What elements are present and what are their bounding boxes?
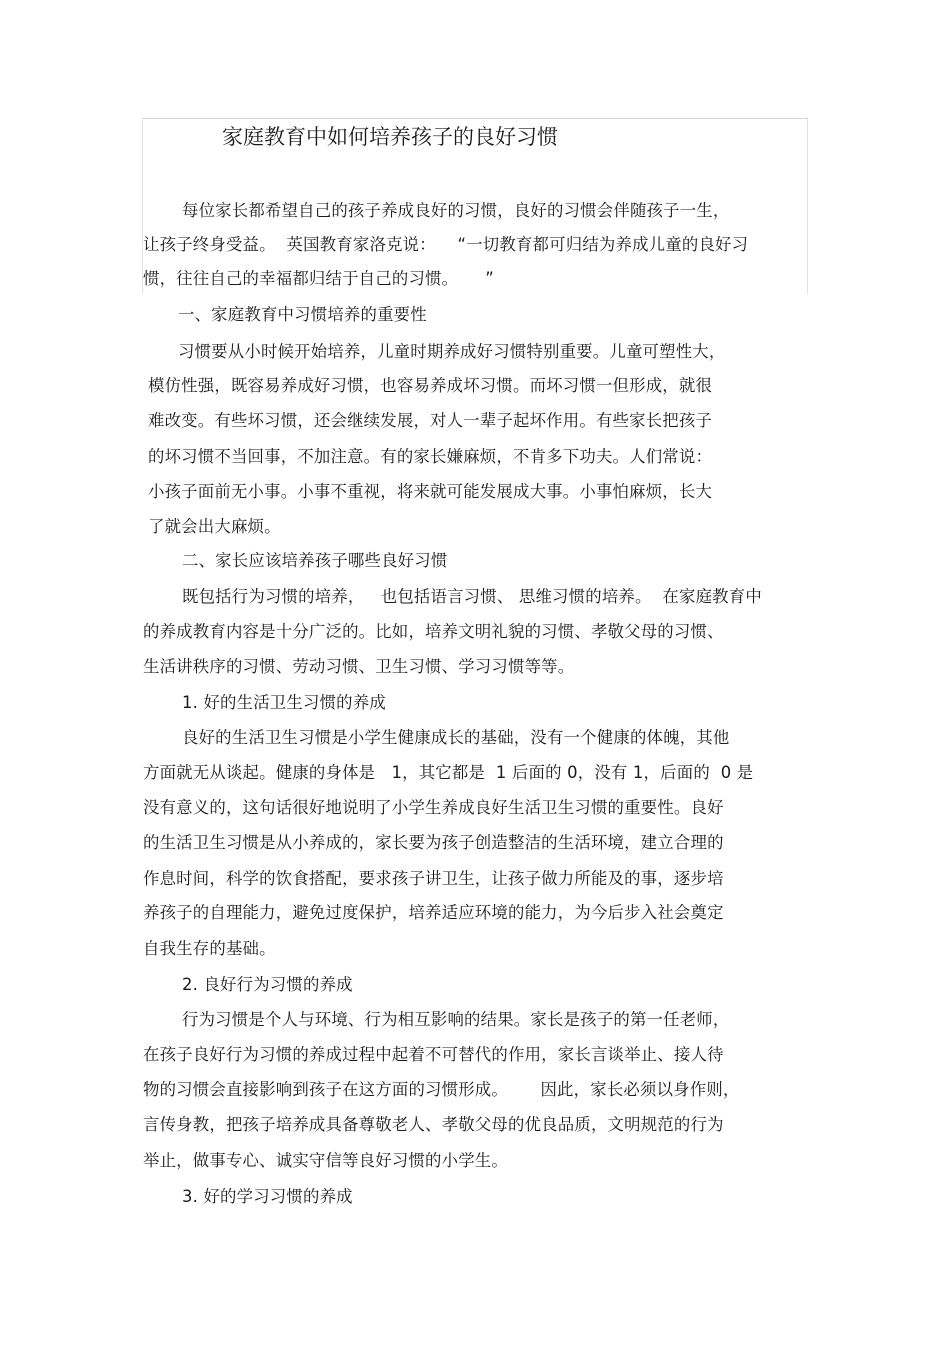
document-title: 家庭教育中如何培养孩子的良好习惯 xyxy=(222,125,558,149)
subsection-heading: 2. 良好行为习惯的养成 xyxy=(182,975,353,994)
text-line: 了就会出大麻烦。 xyxy=(148,517,281,536)
text-line: 言传身教，把孩子培养成具备尊敬老人、孝敬父母的优良品质，文明规范的行为 xyxy=(143,1115,724,1134)
text-line: 让孩子终身受益。 英国教育家洛克说： “一切教育都可归结为养成儿童的良好习 xyxy=(143,235,749,254)
text-line: 模仿性强，既容易养成好习惯，也容易养成坏习惯。而坏习惯一但形成，就很 xyxy=(148,376,713,395)
text-line: 举止，做事专心、诚实守信等良好习惯的小学生。 xyxy=(143,1151,508,1170)
subsection-heading: 1. 好的生活卫生习惯的养成 xyxy=(182,693,386,712)
text-line: 习惯要从小时候开始培养，儿童时期养成好习惯特别重要。儿童可塑性大， xyxy=(178,342,726,361)
section-heading: 二、家长应该培养孩子哪些良好习惯 xyxy=(182,551,448,570)
section-heading: 一、家庭教育中习惯培养的重要性 xyxy=(178,305,427,324)
text-line: 养孩子的自理能力，避免过度保护，培养适应环境的能力，为今后步入社会奠定 xyxy=(143,903,724,922)
text-line: 物的习惯会直接影响到孩子在这方面的习惯形成。 因此，家长必须以身作则， xyxy=(143,1080,740,1099)
subsection-heading: 3. 好的学习习惯的养成 xyxy=(182,1187,353,1206)
text-line: 的坏习惯不当回事，不加注意。有的家长嫌麻烦，不肯多下功夫。人们常说： xyxy=(148,447,713,466)
text-line: 每位家长都希望自己的孩子养成良好的习惯，良好的习惯会伴随孩子一生， xyxy=(182,201,730,220)
text-line: 行为习惯是个人与环境、行为相互影响的结果。家长是孩子的第一任老师， xyxy=(182,1010,730,1029)
text-line: 方面就无从谈起。健康的身体是 1，其它都是 1 后面的 0，没有 1，后面的 0 是 xyxy=(143,763,754,782)
text-line: 良好的生活卫生习惯是小学生健康成长的基础，没有一个健康的体魄，其他 xyxy=(182,728,730,747)
text-line: 生活讲秩序的习惯、劳动习惯、卫生习惯、学习习惯等等。 xyxy=(143,657,575,676)
text-line: 的养成教育内容是十分广泛的。比如，培养文明礼貌的习惯、孝敬父母的习惯、 xyxy=(143,622,724,641)
text-line: 既包括行为习惯的培养， 也包括语言习惯、 思维习惯的培养。 在家庭教育中 xyxy=(182,587,762,606)
text-line: 的生活卫生习惯是从小养成的，家长要为孩子创造整洁的生活环境，建立合理的 xyxy=(143,833,724,852)
text-line: 作息时间，科学的饮食搭配，要求孩子讲卫生，让孩子做力所能及的事，逐步培 xyxy=(143,869,724,888)
text-line: 惯，往往自己的幸福都归结于自己的习惯。 ” xyxy=(143,269,494,288)
text-line: 没有意义的，这句话很好地说明了小学生养成良好生活卫生习惯的重要性。良好 xyxy=(143,798,724,817)
text-line: 难改变。有些坏习惯，还会继续发展，对人一辈子起坏作用。有些家长把孩子 xyxy=(148,411,713,430)
text-line: 小孩子面前无小事。小事不重视，将来就可能发展成大事。小事怕麻烦，长大 xyxy=(148,482,713,501)
text-line: 自我生存的基础。 xyxy=(143,939,276,958)
text-line: 在孩子良好行为习惯的养成过程中起着不可替代的作用，家长言谈举止、接人待 xyxy=(143,1045,724,1064)
